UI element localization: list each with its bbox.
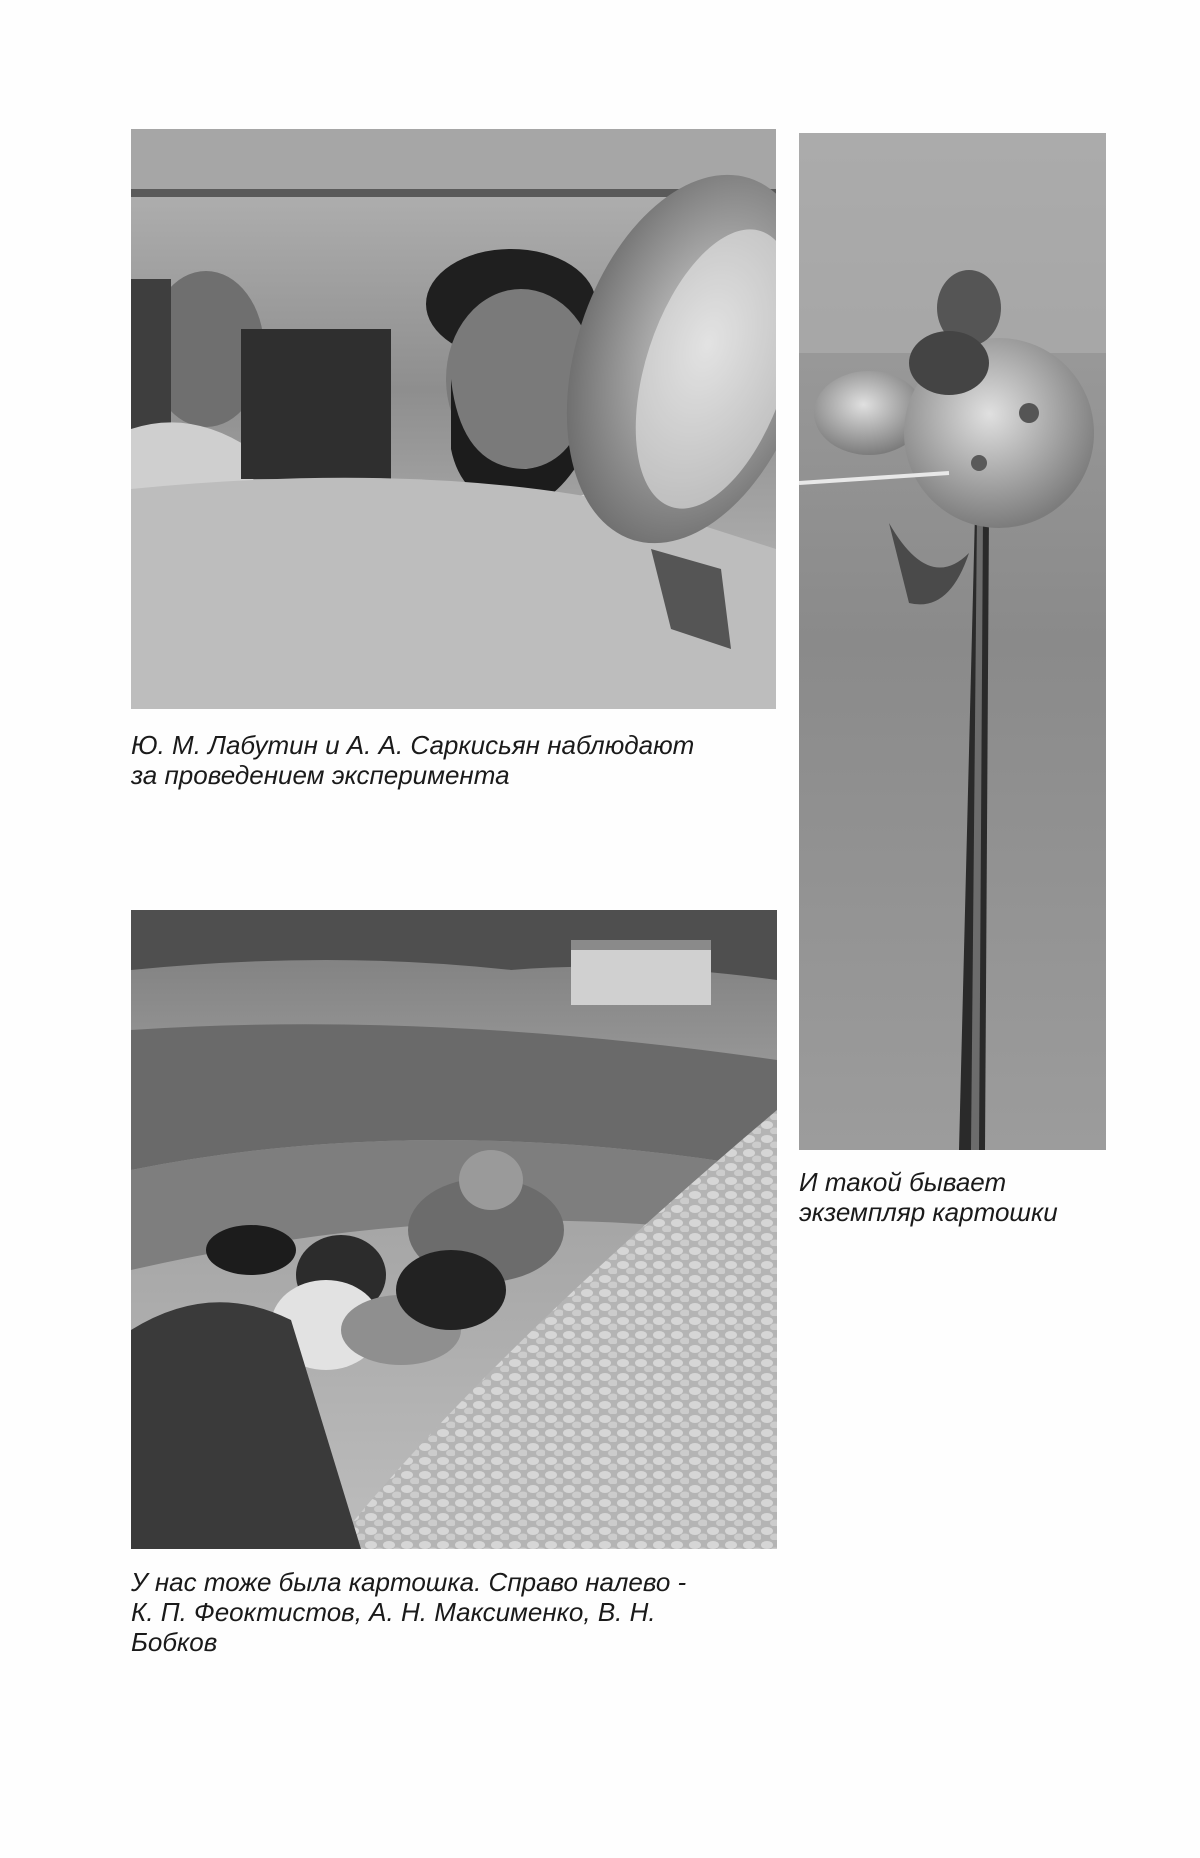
photo-potato-on-stem <box>799 133 1106 1150</box>
photo-men-in-cabin <box>131 129 776 709</box>
photo-potato-harvest <box>131 910 777 1549</box>
caption-right-photo: И такой бывает экземпляр картошки <box>799 1167 1058 1227</box>
caption-bottom-photo: У нас тоже была картошка. Справо налево - К. П. Феоктистов, А. Н. Максименко, В. Н. Бобков <box>131 1567 687 1657</box>
caption-top-photo: Ю. М. Лабутин и А. А. Саркисьян наблюдают за проведением эксперимента <box>131 730 695 790</box>
